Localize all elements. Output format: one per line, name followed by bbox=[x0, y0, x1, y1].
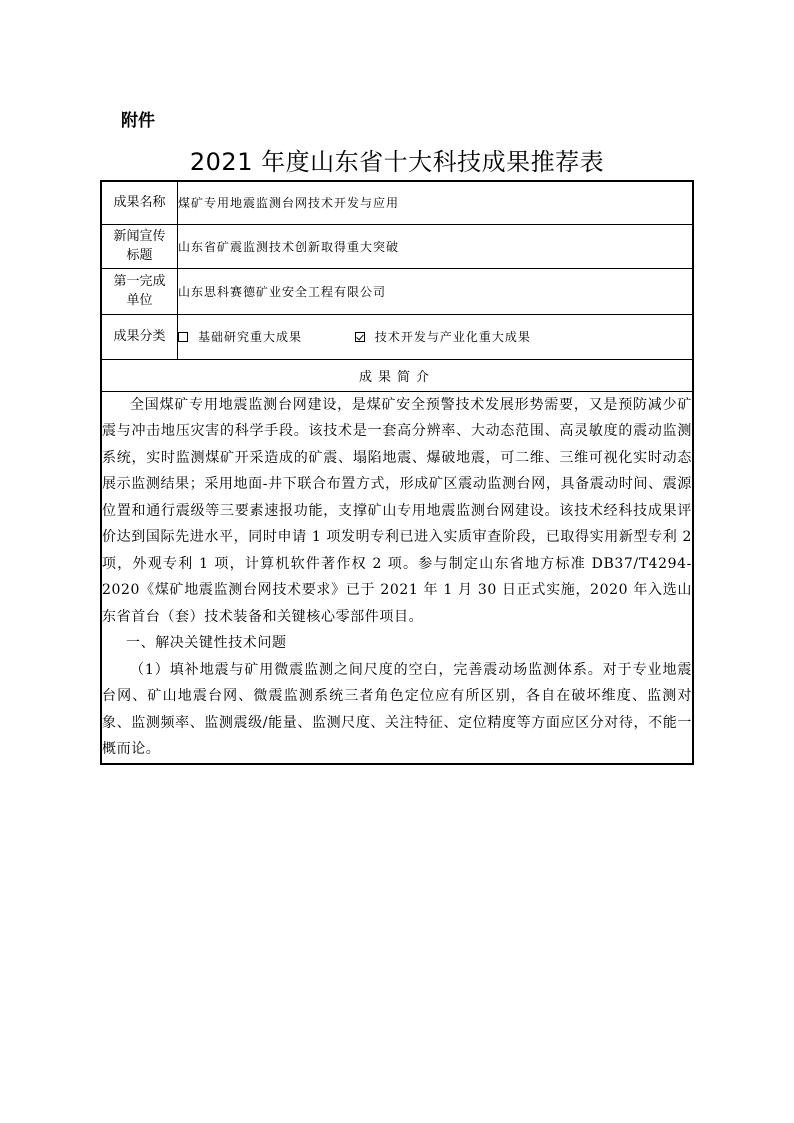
news-title-label: 新闻宣传 标题 bbox=[101, 224, 178, 268]
unchecked-checkbox-icon[interactable] bbox=[178, 332, 188, 342]
summary-body bbox=[101, 391, 693, 764]
first-unit-value: 山东思科赛德矿业安全工程有限公司 bbox=[178, 268, 694, 314]
form-row-summary bbox=[101, 391, 693, 764]
category-option-label: 基础研究重大成果 bbox=[198, 330, 303, 344]
page-title: 2021 年度山东省十大科技成果推荐表 bbox=[189, 148, 605, 176]
category-option-label: 技术开发与产业化重大成果 bbox=[374, 330, 531, 344]
category-options bbox=[178, 314, 694, 359]
achievement-name-label: 成果名称 bbox=[101, 181, 178, 224]
summary-paragraph: 全国煤矿专用地震监测台网建设，是煤矿安全预警技术发展形势需要，又是预防减少矿震与冲击地压灾害的科学手段。该技术是一套高分辨率、大动态范围、高灵敏度的震动监测系统，实时监测煤矿开采造成的矿震、塌陷地震、爆破地震，可二维、三维可视化实时动态展示监测结果；采用地面-井下联合布置方式，形成矿区震动监测台网，具备震动时间、震源位置和通行震级等三要素速报功能，支撑矿山专用地震监测台网建设。该技术经科技成果评价达到国际先进水平，同时申请 1 项发明专利已进入实质审查阶段，已取得实用新型专利 2 项，外观专利 1 项，计算机软件著作权 2 项。参与制定山东省地方标准 DB37/T4294-2020《煤矿地震监测台网技术要求》已于 2021 年 1 月 30 日正式实施，2020 年入选山东省首台（套）技术装备和关键核心零部件项目。 bbox=[102, 396, 692, 625]
form-row-summary-header bbox=[101, 359, 693, 391]
category-option-basic-research[interactable] bbox=[178, 328, 302, 345]
form-row-category bbox=[101, 314, 693, 359]
summary-header: 成果简介 bbox=[101, 359, 693, 391]
first-unit-label: 第一完成 单位 bbox=[101, 268, 178, 314]
summary-section-heading: 一、解决关键性技术问题 bbox=[126, 635, 287, 651]
form-row-first-unit bbox=[101, 268, 693, 314]
recommendation-form bbox=[100, 180, 694, 765]
achievement-name-value: 煤矿专用地震监测台网技术开发与应用 bbox=[178, 181, 694, 224]
category-label: 成果分类 bbox=[101, 314, 178, 359]
attachment-label: 附件 bbox=[121, 111, 155, 131]
category-option-tech-development[interactable] bbox=[355, 328, 531, 345]
form-row-news-title bbox=[101, 224, 693, 268]
checked-checkbox-icon[interactable] bbox=[355, 332, 365, 342]
form-row-achievement-name bbox=[101, 181, 693, 224]
summary-paragraph: （1）填补地震与矿用微震监测之间尺度的空白，完善震动场监测体系。对于专业地震台网、矿山地震台网、微震监测系统三者角色定位应有所区别，各自在破坏维度、监测对象、监测频率、监测震级/能量、监测尺度、关注特征、定位精度等方面应区分对待，不能一概而论。 bbox=[102, 661, 692, 757]
news-title-value: 山东省矿震监测技术创新取得重大突破 bbox=[178, 224, 694, 268]
